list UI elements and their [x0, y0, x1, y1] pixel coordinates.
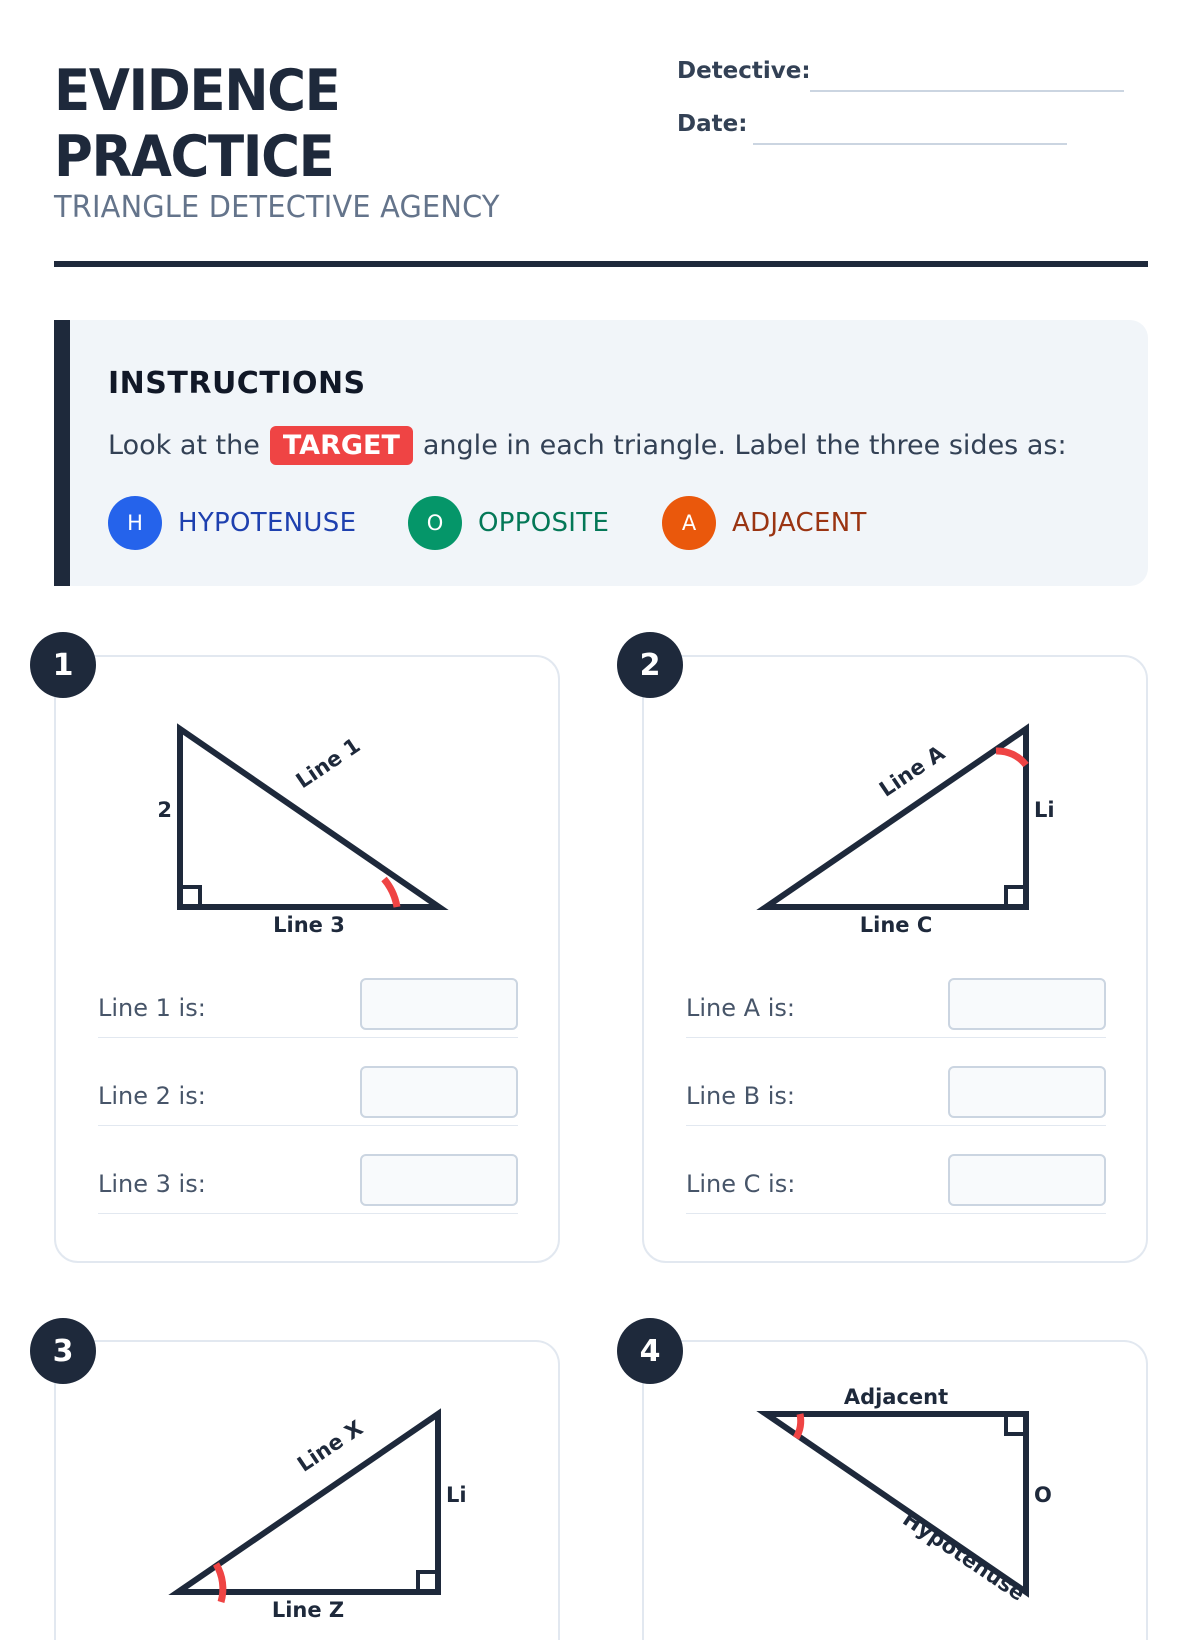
answer-box[interactable]	[948, 1154, 1106, 1206]
question-label: Line A is:	[686, 994, 795, 1022]
hypotenuse-badge: H	[108, 496, 162, 550]
answer-row-1	[98, 978, 518, 1038]
instructions-text	[108, 426, 1067, 465]
header-divider	[54, 261, 1148, 267]
detective-field[interactable]	[810, 90, 1124, 92]
legend-hypotenuse	[108, 496, 356, 550]
answer-box[interactable]	[360, 1066, 518, 1118]
triangle-diagram-3	[56, 1342, 562, 1642]
side-label-linea: Line A	[874, 740, 950, 802]
adjacent-label: ADJACENT	[732, 508, 867, 538]
triangle-diagram-2	[644, 657, 1150, 957]
problem-number-2: 2	[617, 632, 683, 698]
triangle-diagram-1	[56, 657, 562, 957]
detective-label: Detective:	[677, 58, 811, 84]
title-line-2: PRACTICE	[54, 124, 334, 190]
side-label-hypotenuse: Hypotenuse	[898, 1506, 1030, 1606]
target-badge: TARGET	[270, 426, 413, 465]
problem-number-4: 4	[617, 1318, 683, 1384]
target-angle-arc	[384, 879, 397, 907]
side-label-adjacent: Adjacent	[843, 1385, 949, 1409]
question-label: Line 1 is:	[98, 994, 206, 1022]
page-title	[54, 58, 339, 190]
problem-card-3	[54, 1340, 560, 1640]
question-label: Line 3 is:	[98, 1170, 206, 1198]
problem-number-3: 3	[30, 1318, 96, 1384]
question-label: Line B is:	[686, 1082, 795, 1110]
answer-box[interactable]	[360, 978, 518, 1030]
side-label-liney: Li	[446, 1483, 467, 1507]
page-subtitle: TRIANGLE DETECTIVE AGENCY	[54, 190, 500, 225]
side-label-line3: Line 3	[273, 913, 345, 937]
opposite-label: OPPOSITE	[478, 508, 610, 538]
date-field[interactable]	[753, 143, 1067, 145]
side-label-line2: 2	[157, 798, 172, 822]
side-label-line1: Line 1	[291, 733, 365, 794]
side-label-lineb: Li	[1034, 798, 1055, 822]
answer-box[interactable]	[948, 1066, 1106, 1118]
question-label: Line 2 is:	[98, 1082, 206, 1110]
date-label: Date:	[677, 111, 748, 137]
question-label: Line C is:	[686, 1170, 796, 1198]
answer-row-1	[686, 978, 1106, 1038]
adjacent-badge: A	[662, 496, 716, 550]
answer-box[interactable]	[360, 1154, 518, 1206]
side-label-linec: Line C	[859, 913, 933, 937]
side-label-linez: Line Z	[271, 1598, 345, 1622]
problem-card-1	[54, 655, 560, 1263]
target-angle-arc	[996, 751, 1026, 765]
legend-adjacent	[662, 496, 867, 550]
title-line-1: EVIDENCE	[54, 58, 340, 124]
triangle-diagram-4	[644, 1342, 1150, 1642]
instructions-text-after: angle in each triangle. Label the three sides as:	[422, 430, 1067, 461]
instructions-title: INSTRUCTIONS	[108, 366, 366, 401]
problem-card-4	[642, 1340, 1148, 1640]
target-angle-arc	[796, 1414, 801, 1438]
legend-opposite	[408, 496, 609, 550]
answer-row-2	[686, 1066, 1106, 1126]
instructions-text-before: Look at the	[108, 430, 260, 461]
side-label-opposite: O	[1034, 1483, 1052, 1507]
side-label-linex: Line X	[292, 1415, 368, 1477]
problem-card-2	[642, 655, 1148, 1263]
answer-row-3	[686, 1154, 1106, 1214]
opposite-badge: O	[408, 496, 462, 550]
target-angle-arc	[216, 1564, 223, 1602]
problem-number-1: 1	[30, 632, 96, 698]
answer-row-2	[98, 1066, 518, 1126]
answer-box[interactable]	[948, 978, 1106, 1030]
answer-row-3	[98, 1154, 518, 1214]
hypotenuse-label: HYPOTENUSE	[178, 508, 357, 538]
instructions-accent-bar	[54, 320, 70, 586]
instructions-panel	[54, 320, 1148, 586]
